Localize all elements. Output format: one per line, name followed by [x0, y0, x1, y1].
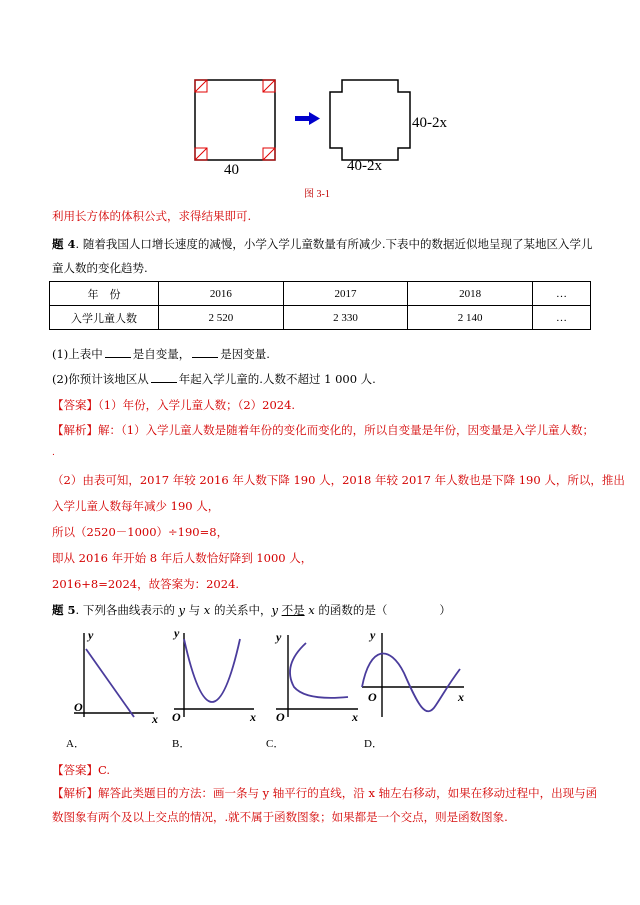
q4-sub2: (2)你预计该地区从 年起入学儿童的.人数不超过 1 000 人.: [52, 372, 376, 386]
origin-label: O: [74, 700, 83, 714]
answer-blank: [105, 346, 131, 358]
q4-dot: .: [52, 448, 55, 458]
q4-analysis-2: （2）由表可知，2017 年较 2016 年人数下降 190 人，2018 年较 2017 年人数也是下降 190 人，所以，推出: [52, 473, 625, 487]
hint-text: 利用长方体的体积公式，求得结果即可.: [52, 209, 252, 223]
y-label: y: [276, 630, 282, 644]
arrow-right-icon: [295, 112, 320, 125]
curve-c: [290, 643, 348, 698]
x-label: x: [352, 710, 358, 724]
q5-analysis-1: 【解析】解答此类题目的方法：画一条与 y 轴平行的直线，沿 x 轴左右移动，如果在移动过程中，出现与函: [52, 786, 598, 800]
q4-analysis-1: 【解析】解：（1）入学儿童人数是随着年份的变化而变化的，所以自变量是年份，因变量是入学儿童人数；: [52, 423, 595, 437]
y-label: y: [88, 628, 94, 642]
corner-squares: [195, 80, 275, 160]
graph-a: [66, 625, 166, 725]
graph-d: [360, 625, 470, 725]
q4-answer: 【答案】（1）年份，入学儿童人数；（2）2024.: [52, 398, 296, 412]
x-label: x: [458, 690, 464, 704]
cross-shape: [330, 80, 410, 160]
q4-analysis-4: 所以（2520－1000）÷190=8，: [52, 525, 229, 539]
option-a: A．: [66, 738, 85, 750]
q5-stem: 题 5. 下列各曲线表示的 y 与 x 的关系中，y 不是 x 的函数的是（ ）: [52, 603, 451, 617]
curve-wave: [362, 653, 460, 711]
q4-stem-line1: 题 4. 随着我国人口增长速度的减慢，小学入学儿童数量有所减少.下表中的数据近似地呈现了某地区入学儿: [52, 237, 593, 251]
graph-b: [166, 625, 266, 725]
answer-blank: [192, 346, 218, 358]
figure-caption: 图 3-1: [304, 189, 330, 200]
answer-blank: [151, 371, 177, 383]
side-label: 40: [224, 162, 239, 178]
table-row: 年 份 2016 2017 2018 …: [50, 282, 591, 306]
q5-number: 题 5: [52, 603, 76, 617]
origin-label: O: [172, 710, 181, 724]
graph-c: [266, 625, 366, 725]
q4-analysis-6: 2016+8=2024，故答案为：2024.: [52, 577, 240, 591]
q5-analysis-2: 数图象有两个及以上交点的情况，.就不属于函数图象；如果都是一个交点，则是函数图象.: [52, 810, 508, 824]
q4-analysis-3: 入学儿童人数每年减少 190 人，: [52, 499, 220, 513]
curve-line: [86, 649, 134, 717]
q4-analysis-5: 即从 2016 年开始 8 年后人数恰好降到 1000 人，: [52, 551, 313, 565]
base-label: 40-2x: [347, 158, 382, 174]
x-label: x: [152, 712, 158, 725]
q4-number: 题 4: [52, 237, 76, 251]
q4-sub1: (1)上表中 是自变量， 是因变量.: [52, 347, 270, 361]
origin-label: O: [276, 710, 285, 724]
x-label: x: [250, 710, 256, 724]
q5-answer: 【答案】C.: [52, 763, 111, 777]
y-label: y: [370, 628, 376, 642]
q4-stem-line2: 童人数的变化趋势.: [52, 261, 148, 275]
option-b: B．: [172, 738, 191, 750]
table-row: 入学儿童人数 2 520 2 330 2 140 …: [50, 306, 591, 330]
option-c: C．: [266, 738, 285, 750]
curve-parabola: [184, 639, 240, 702]
option-d: D．: [364, 738, 383, 750]
origin-label: O: [368, 690, 377, 704]
population-table: [49, 281, 591, 330]
y-label: y: [174, 626, 180, 640]
height-label: 40-2x: [412, 115, 447, 131]
